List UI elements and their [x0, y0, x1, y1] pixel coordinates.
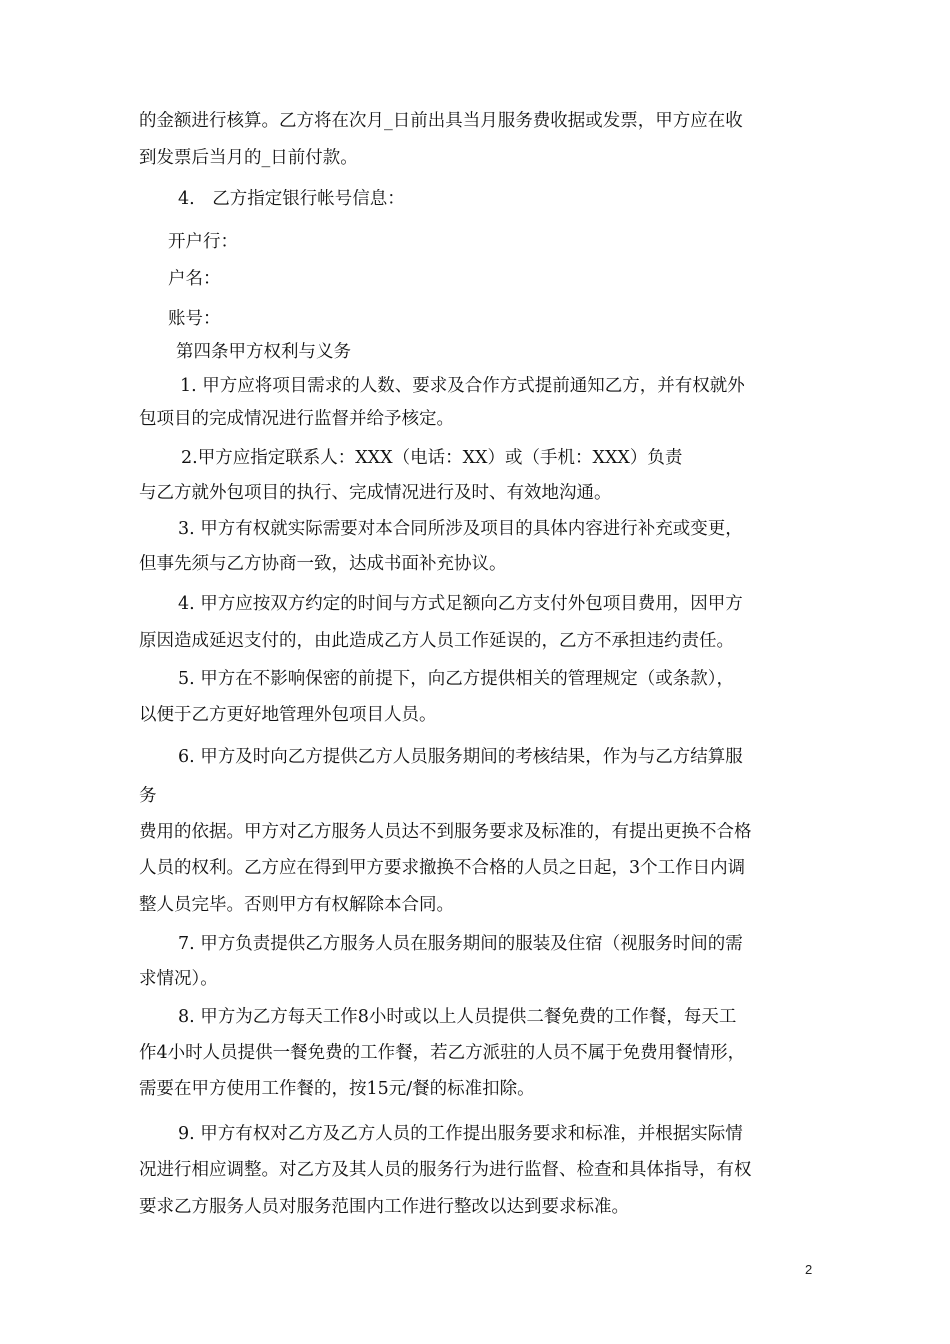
text-line: 原因造成延迟支付的，由此造成乙方人员工作延误的，乙方不承担违约责任。 — [139, 631, 734, 651]
text-line: 的金额进行核算。乙方将在次月_日前出具当月服务费收据或发票，甲方应在收 — [139, 111, 743, 131]
text-line: 5. 甲方在不影响保密的前提下，向乙方提供相关的管理规定（或条款）， — [178, 669, 735, 689]
text-line: 与乙方就外包项目的执行、完成情况进行及时、有效地沟通。 — [139, 483, 612, 503]
text-line: 费用的依据。甲方对乙方服务人员达不到服务要求及标准的，有提出更换不合格 — [139, 822, 752, 842]
text-line: 人员的权利。乙方应在得到甲方要求撤换不合格的人员之日起，3个工作日内调 — [139, 858, 746, 878]
text-line: 开户行： — [168, 232, 238, 252]
text-line: 8. 甲方为乙方每天工作8小时或以上人员提供二餐免费的工作餐，每天工 — [178, 1007, 737, 1027]
text-line: 但事先须与乙方协商一致，达成书面补充协议。 — [139, 554, 507, 574]
text-line: 4. 甲方应按双方约定的时间与方式足额向乙方支付外包项目费用，因甲方 — [178, 594, 743, 614]
text-line: 以便于乙方更好地管理外包项目人员。 — [139, 705, 437, 725]
text-line: 4. 乙方指定银行帐号信息： — [178, 189, 405, 209]
text-line: 包项目的完成情况进行监督并给予核定。 — [139, 409, 454, 429]
text-line: 作4小时人员提供一餐免费的工作餐，若乙方派驻的人员不属于免费用餐情形， — [139, 1043, 746, 1063]
page-number: 2 — [805, 1262, 813, 1277]
text-line: 需要在甲方使用工作餐的，按15元/餐的标准扣除。 — [139, 1079, 535, 1099]
text-line: 务 — [139, 786, 157, 806]
text-line: 7. 甲方负责提供乙方服务人员在服务期间的服装及住宿（视服务时间的需 — [178, 934, 743, 954]
text-line: 要求乙方服务人员对服务范围内工作进行整改以达到要求标准。 — [139, 1197, 629, 1217]
text-line: 户名： — [168, 269, 221, 289]
text-line: 9. 甲方有权对乙方及乙方人员的工作提出服务要求和标准，并根据实际情 — [178, 1124, 743, 1144]
text-line: 2.甲方应指定联系人：XXX（电话：XX）或（手机：XXX）负责 — [181, 448, 683, 468]
text-line: 3. 甲方有权就实际需要对本合同所涉及项目的具体内容进行补充或变更， — [178, 519, 743, 539]
text-line: 1. 甲方应将项目需求的人数、要求及合作方式提前通知乙方，并有权就外 — [180, 376, 745, 396]
text-line: 整人员完毕。否则甲方有权解除本合同。 — [139, 895, 454, 915]
section-heading: 第四条甲方权利与义务 — [176, 342, 351, 362]
text-line: 到发票后当月的_日前付款。 — [139, 148, 358, 168]
text-line: 求情况）。 — [139, 969, 218, 989]
text-line: 况进行相应调整。对乙方及其人员的服务行为进行监督、检查和具体指导，有权 — [139, 1160, 752, 1180]
text-line: 账号： — [168, 309, 221, 329]
text-line: 6. 甲方及时向乙方提供乙方人员服务期间的考核结果，作为与乙方结算服 — [178, 747, 743, 767]
